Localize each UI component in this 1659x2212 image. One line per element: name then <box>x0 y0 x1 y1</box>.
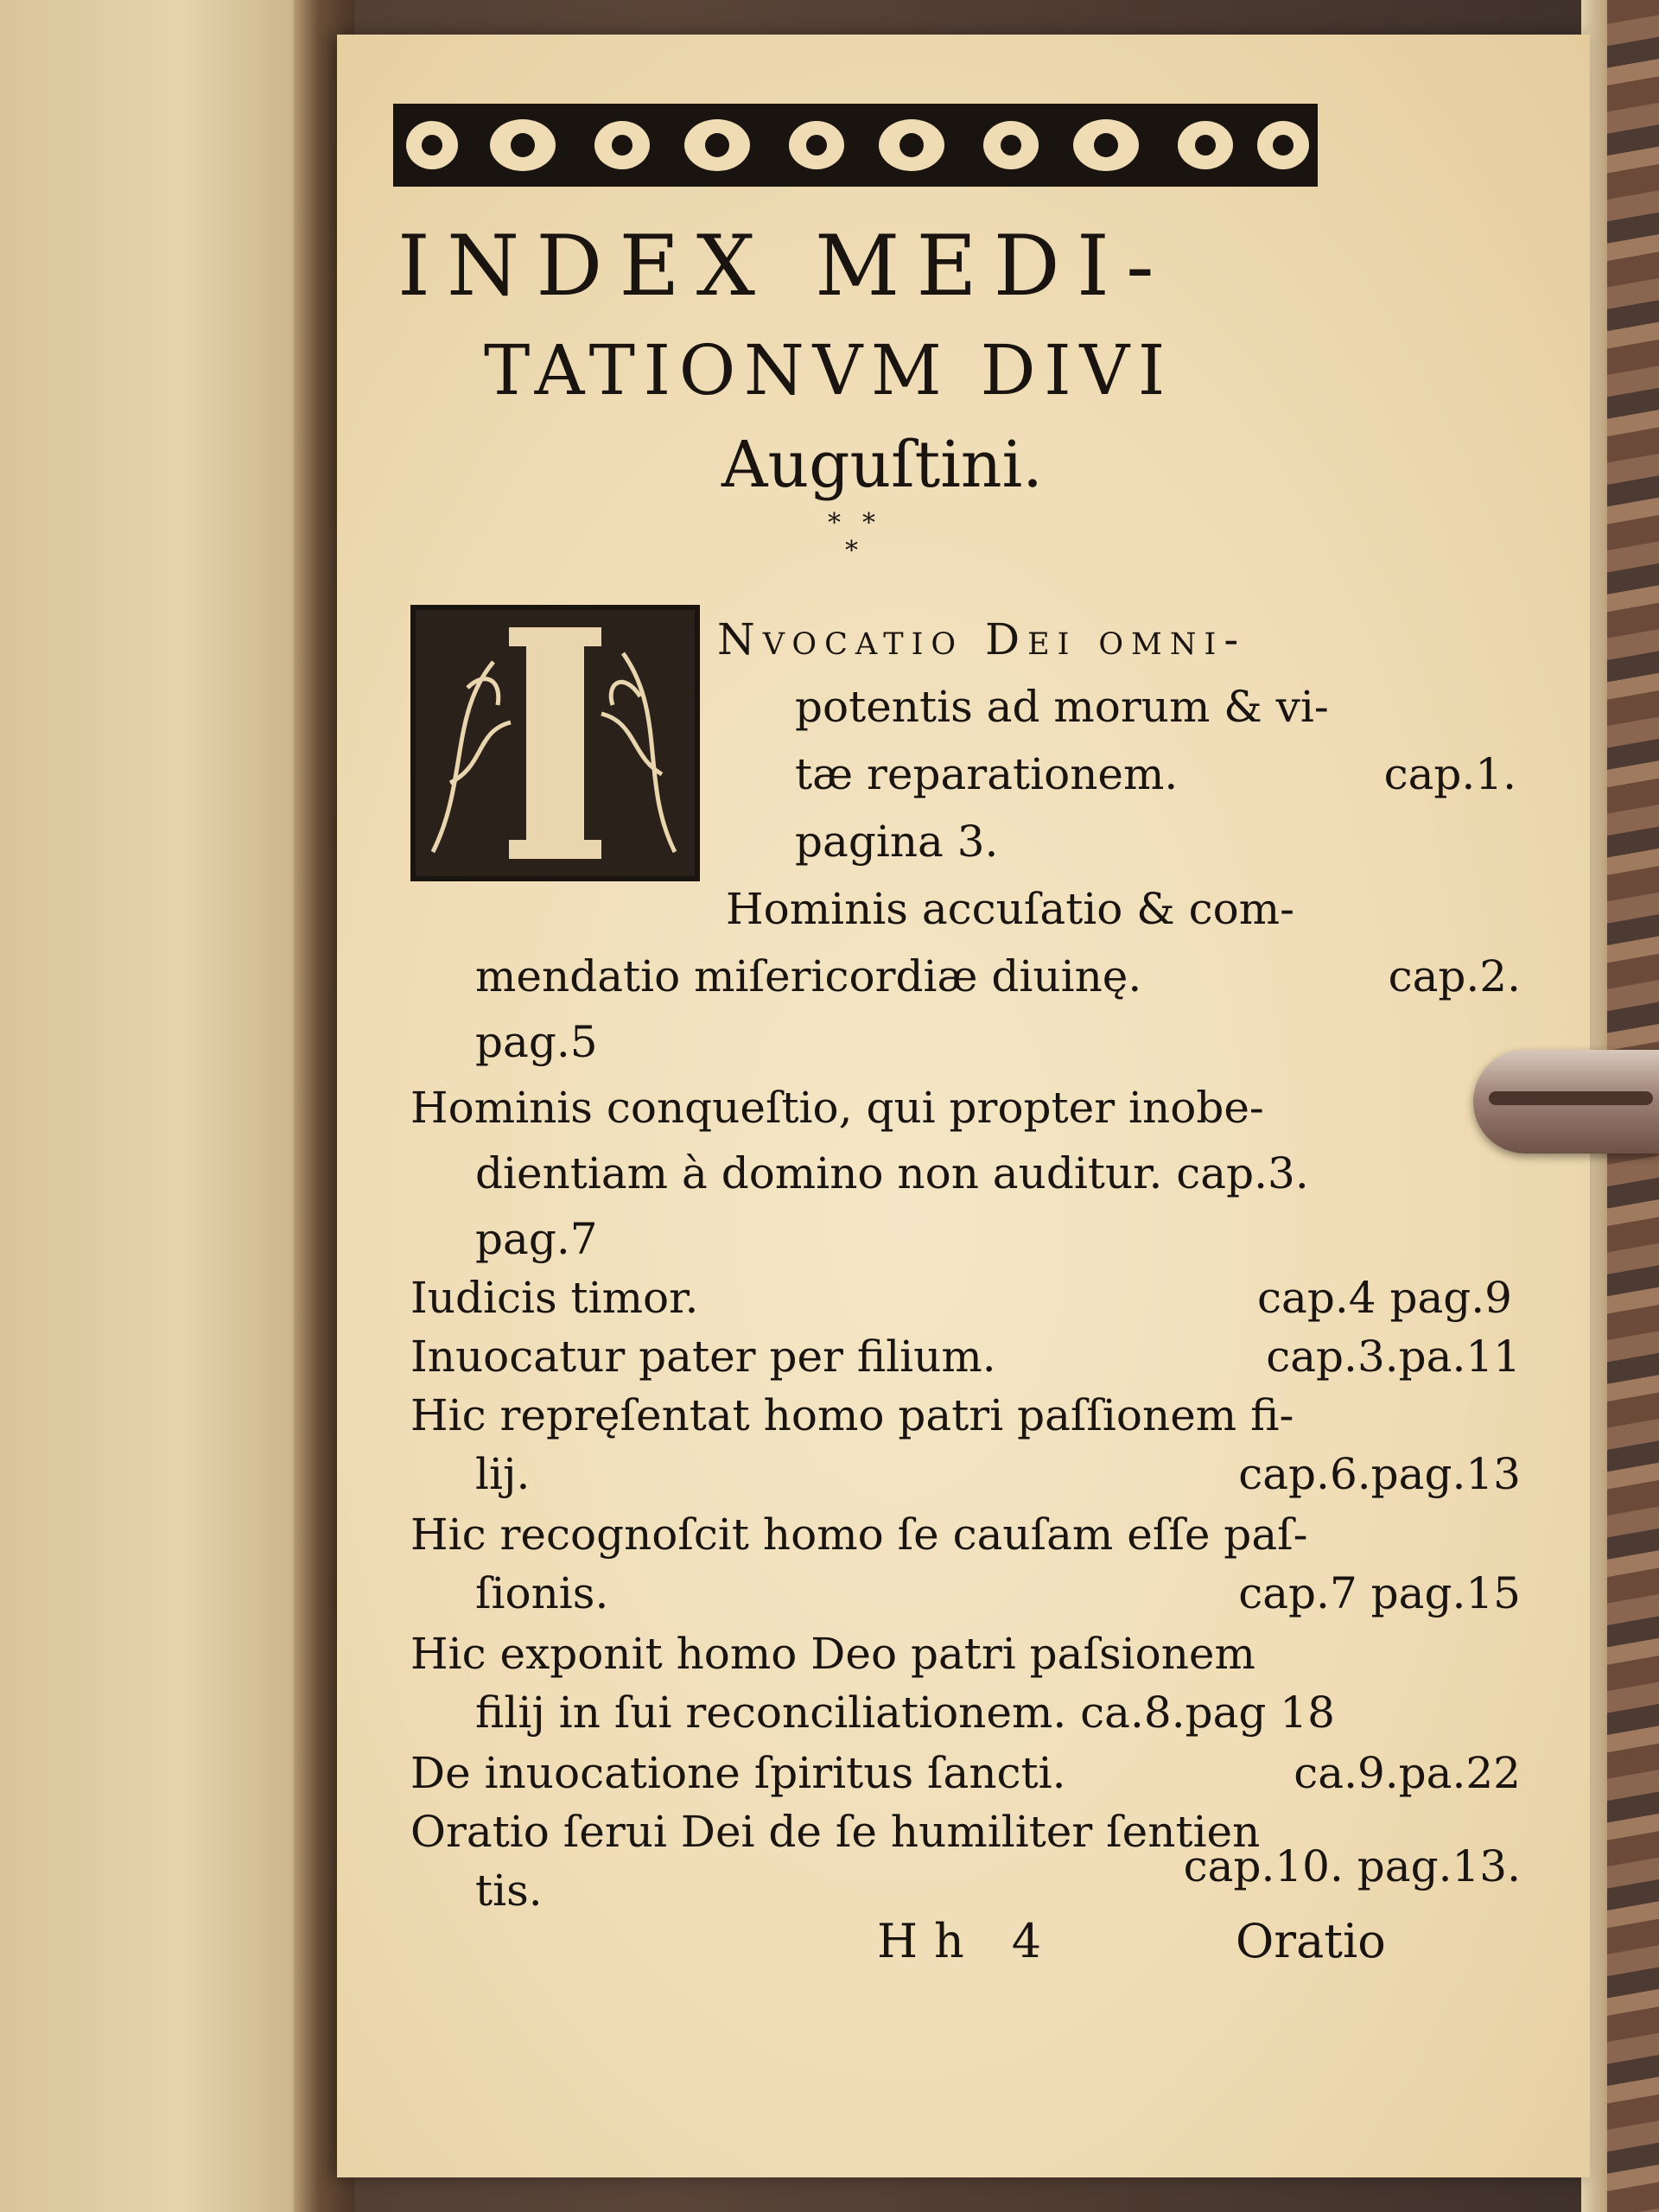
asterism-ornament <box>821 505 890 566</box>
entry-3-line-2: dientiam à domino non auditur. cap.3. <box>475 1148 1309 1198</box>
entry-10-ref: cap.10. pag.13. <box>1183 1841 1521 1891</box>
entry-1-line-2: potentis ad morum & vi- <box>795 682 1329 732</box>
entry-3-line-1: Hominis conqueſtio, qui propter inobe- <box>410 1083 1264 1133</box>
index-title-line-2: TATIONVM DIVI <box>484 330 1173 410</box>
entry-1-line-1: Nvocatio Dei omni- <box>717 614 1247 664</box>
entry-5-line-1: Inuocatur pater per filium. <box>410 1332 996 1382</box>
decorated-initial <box>410 605 700 881</box>
entry-8-line-1: Hic exponit homo Deo patri paſsionem <box>410 1629 1255 1679</box>
signature-mark: Hh 4 <box>877 1914 1058 1968</box>
entry-10-line-2: tis. <box>475 1866 543 1916</box>
entry-8-line-2: filij in ſui reconciliationem. ca.8.pag 18 <box>475 1688 1335 1738</box>
index-title-line-1: INDEX MEDI- <box>397 218 1171 315</box>
entry-5-ref: cap.3.pa.11 <box>1266 1332 1521 1382</box>
entry-2-ref: cap.2. <box>1388 951 1521 1001</box>
index-title-line-3: Auguſtini. <box>721 428 1043 502</box>
entry-1-ref: cap.1. <box>1383 749 1516 799</box>
entry-10-line-1: Oratio ſerui Dei de ſe humiliter ſentien <box>410 1807 1261 1857</box>
entry-1-line-3: tæ reparationem. <box>795 749 1179 799</box>
entry-6-line-2: lij. <box>475 1449 531 1499</box>
entry-2-line-2: mendatio miſericordiæ diuinę. <box>475 951 1142 1001</box>
svg-text:*: * <box>828 508 841 538</box>
entry-4-line-1: Iudicis timor. <box>410 1273 699 1323</box>
entry-2-line-1: Hominis accuſatio & com- <box>726 884 1295 934</box>
svg-text:*: * <box>845 536 858 566</box>
entry-9-line-1: De inuocatione ſpiritus ſancti. <box>410 1748 1066 1798</box>
floral-initial-icon <box>416 610 695 876</box>
entry-7-line-1: Hic recognoſcit homo ſe cauſam eſſe paſ- <box>410 1510 1308 1560</box>
svg-text:*: * <box>862 508 875 538</box>
entry-9-ref: ca.9.pa.22 <box>1294 1748 1521 1798</box>
entry-7-ref: cap.7 pag.15 <box>1238 1568 1521 1618</box>
entry-6-line-1: Hic repręſentat homo patri paſſionem fi- <box>410 1390 1294 1440</box>
entry-1-line-4: pagina 3. <box>795 817 999 867</box>
entry-6-ref: cap.6.pag.13 <box>1238 1449 1521 1499</box>
ornamental-headpiece <box>393 104 1318 187</box>
printed-page <box>337 35 1590 2177</box>
catchword: Oratio <box>1236 1914 1386 1968</box>
entry-4-ref: cap.4 pag.9 <box>1257 1273 1512 1323</box>
entry-3-line-3: pag.7 <box>475 1214 598 1264</box>
entry-7-line-2: ſionis. <box>475 1568 609 1618</box>
entry-2-line-3: pag.5 <box>475 1017 598 1067</box>
facing-page <box>0 0 328 2212</box>
bookmark-clip <box>1473 1050 1659 1154</box>
